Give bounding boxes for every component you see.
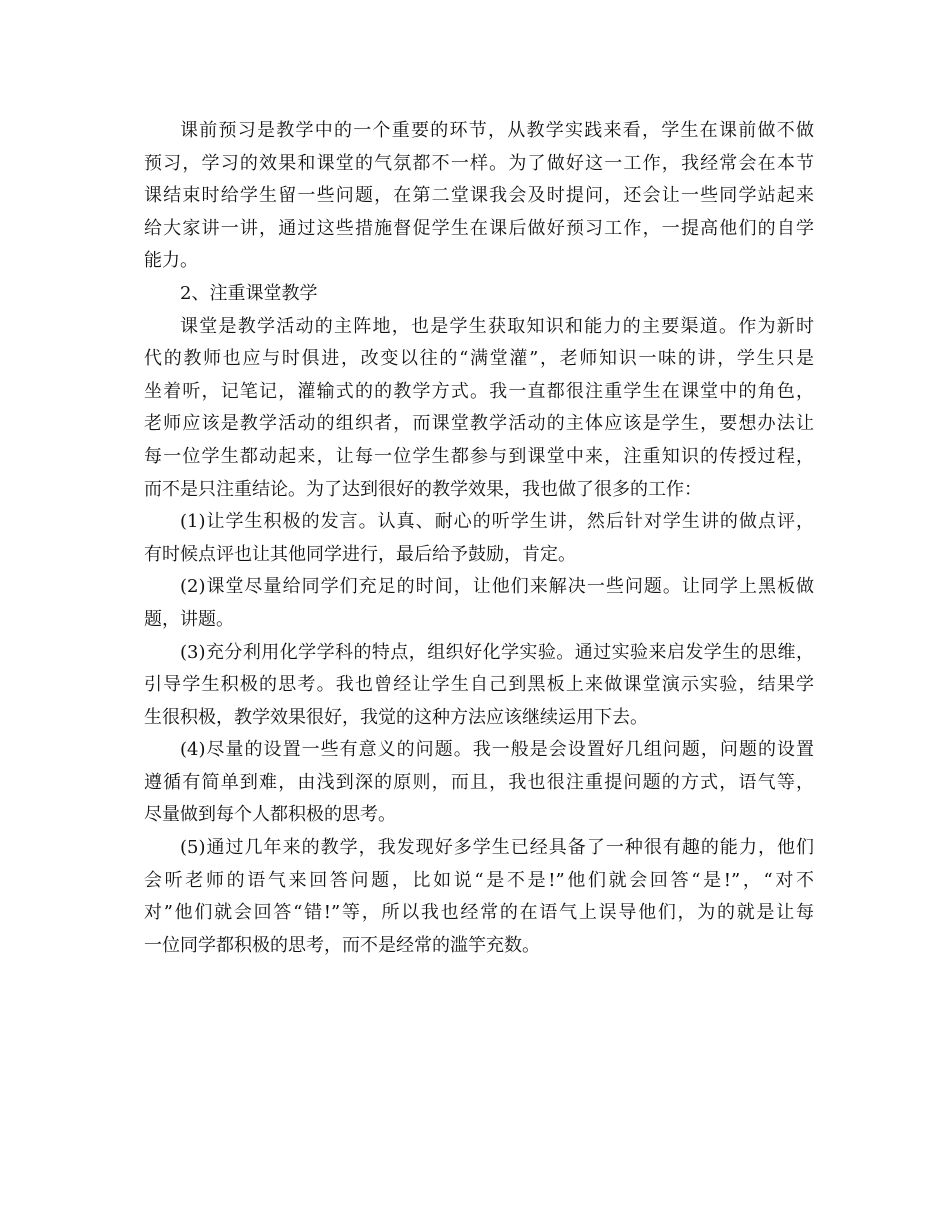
text-line: 有时候点评也让其他同学进行，最后给予鼓励，肯定。 xyxy=(144,543,576,565)
text-line: (2)课堂尽量给同学们充足的时间，让他们来解决一些问题。让同学上黑板做 xyxy=(180,576,814,598)
text-line: 代的教师也应与时俱进，改变以往的“满堂灌”，老师知识一味的讲，学生只是 xyxy=(144,348,814,370)
text-line: (1)让学生积极的发言。认真、耐心的听学生讲，然后针对学生讲的做点评， xyxy=(180,511,814,533)
document-body xyxy=(144,115,814,962)
text-line: (3)充分利用化学学科的特点，组织好化学实验。通过实验来启发学生的思维， xyxy=(180,641,814,663)
text-line: 课结束时给学生留一些问题，在第二堂课我会及时提问，还会让一些同学站起来 xyxy=(144,185,814,207)
text-line: 尽量做到每个人都积极的思考。 xyxy=(144,804,396,826)
text-line: 引导学生积极的思考。我也曾经让学生自己到黑板上来做课堂演示实验，结果学 xyxy=(144,674,814,696)
text-line: 遵循有简单到难，由浅到深的原则，而且，我也很注重提问题的方式，语气等， xyxy=(144,771,814,793)
text-line: 一位同学都积极的思考，而不是经常的滥竽充数。 xyxy=(144,934,540,956)
text-line: (4)尽量的设置一些有意义的问题。我一般是会设置好几组问题，问题的设置 xyxy=(180,739,814,761)
text-line: 给大家讲一讲，通过这些措施督促学生在课后做好预习工作，一提高他们的自学 xyxy=(144,217,814,239)
text-line: 生很积极，教学效果很好，我觉的这种方法应该继续运用下去。 xyxy=(144,706,648,728)
text-line: 坐着听，记笔记，灌输式的的教学方式。我一直都很注重学生在课堂中的角色， xyxy=(144,380,814,402)
text-line: 能力。 xyxy=(144,250,198,272)
text-line: 2、注重课堂教学 xyxy=(180,282,318,304)
text-line: (5)通过几年来的教学，我发现好多学生已经具备了一种很有趣的能力，他们 xyxy=(180,837,814,859)
text-line: 题，讲题。 xyxy=(144,608,234,630)
text-line: 预习，学习的效果和课堂的气氛都不一样。为了做好这一工作，我经常会在本节 xyxy=(144,152,814,174)
text-line: 老师应该是教学活动的组织者，而课堂教学活动的主体应该是学生，要想办法让 xyxy=(144,413,814,435)
text-line: 课堂是教学活动的主阵地，也是学生获取知识和能力的主要渠道。作为新时 xyxy=(180,315,814,337)
text-line: 课前预习是教学中的一个重要的环节，从教学实践来看，学生在课前做不做 xyxy=(180,120,814,141)
text-line: 而不是只注重结论。为了达到很好的教学效果，我也做了很多的工作： xyxy=(144,478,702,500)
text-line: 对”他们就会回答“错!”等，所以我也经常的在语气上误导他们，为的就是让每 xyxy=(144,902,814,924)
text-line: 会听老师的语气来回答问题，比如说“是不是!”他们就会回答“是!”，“对不 xyxy=(144,869,814,891)
text-line: 每一位学生都动起来，让每一位学生都参与到课堂中来，注重知识的传授过程， xyxy=(144,445,814,467)
